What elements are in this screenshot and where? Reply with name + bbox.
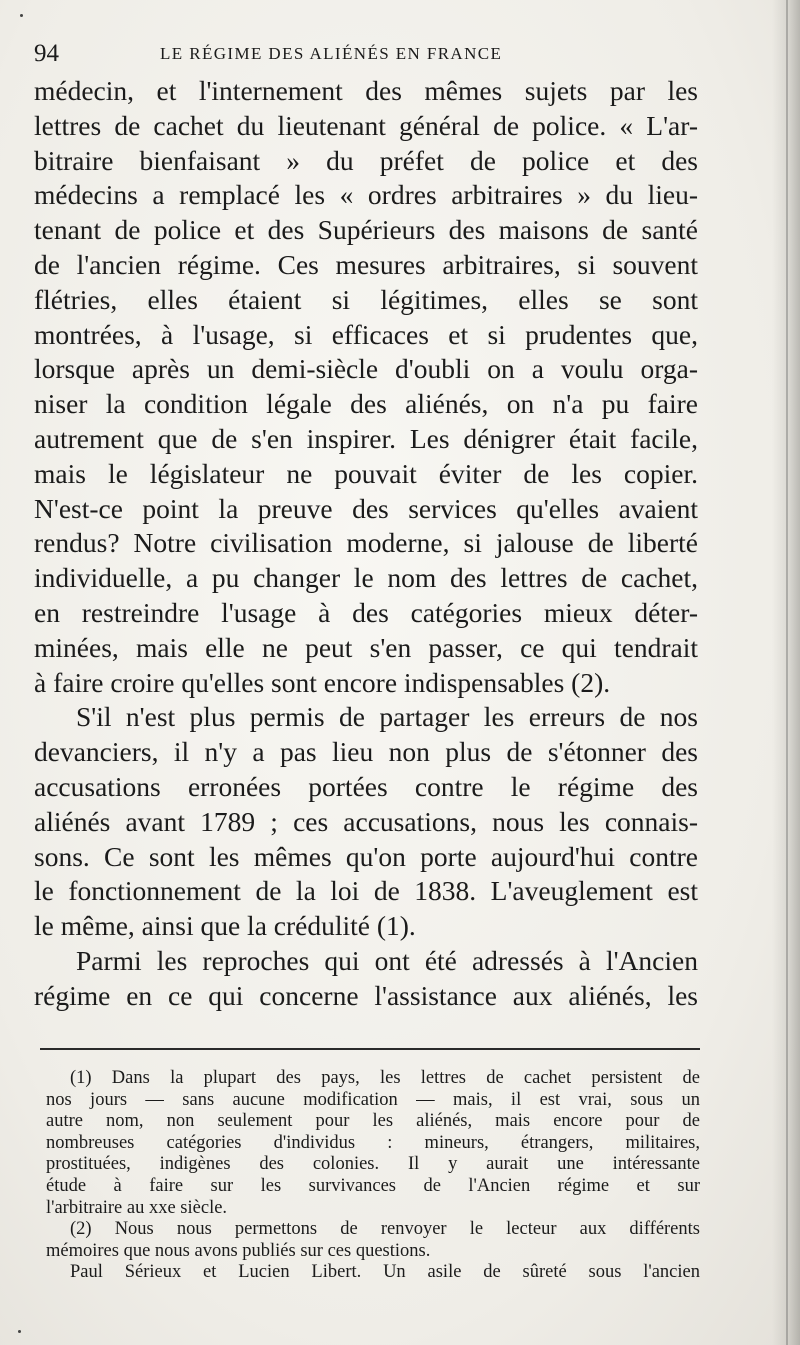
body-line: lorsque après un demi-siècle d'oubli on a voulu orga- [34,353,698,385]
body-line: devanciers, il n'y a pas lieu non plus de s'étonner des [34,736,698,768]
page-number: 94 [34,40,59,67]
footnote-line: autre nom, non seulement pour les aliénés, mais encore pour de [46,1111,700,1132]
footnotes [46,1068,700,1284]
body-line: à faire croire qu'elles sont encore indispensables (2). [34,666,611,698]
body-line: flétries, elles étaient si légitimes, elles se sont [34,283,698,315]
body-line: régime en ce qui concerne l'assistance aux aliénés, les [34,979,698,1011]
page-edge-shadow [772,0,800,1345]
body-line: montrées, à l'usage, si efficaces et si prudentes que, [34,318,698,350]
body-line: rendus? Notre civilisation moderne, si jalouse de liberté [34,527,698,559]
body-line: tenant de police et des Supérieurs des maisons de santé [34,214,698,246]
footnote-line: (1) Dans la plupart des pays, les lettres de cachet persistent de [70,1068,700,1088]
footnote-line: nos jours — sans aucune modification — mais, il est vrai, sous un [46,1089,700,1110]
body-line: médecin, et l'internement des mêmes sujets par les [34,75,698,106]
body-line: lettres de cachet du lieutenant général de police. « L'ar- [34,109,698,141]
footnote-line: (2) Nous nous permettons de renvoyer le lecteur aux différents [70,1219,700,1240]
body-line: Parmi les reproches qui ont été adressés à l'Ancien [76,944,698,976]
footnote-line: nombreuses catégories d'individus : mineurs, étrangers, militaires, [46,1132,700,1153]
body-text [34,74,698,1014]
body-line: accusations erronées portées contre le régime des [34,770,698,802]
body-line: mais le législateur ne pouvait éviter de les copier. [34,457,698,489]
body-line: médecins a remplacé les « ordres arbitraires » du lieu- [34,179,698,211]
body-line: en restreindre l'usage à des catégories mieux déter- [34,596,698,628]
print-speck [18,1330,21,1333]
body-line: autrement que de s'en inspirer. Les dénigrer était facile, [34,422,698,454]
body-line: aliénés avant 1789 ; ces accusations, nous les connais- [34,805,698,837]
body-line: N'est-ce point la preuve des services qu'elles avaient [34,492,698,524]
body-line: de l'ancien régime. Ces mesures arbitraires, si souvent [34,248,698,280]
footnote-line: mémoires que nous avons publiés sur ces questions. [46,1240,431,1261]
body-line: S'il n'est plus permis de partager les erreurs de nos [76,701,698,733]
footnote-line: étude à faire sur les survivances de l'Ancien régime et sur [46,1175,700,1196]
body-line: bitraire bienfaisant » du préfet de police et des [34,144,698,176]
print-speck [20,14,23,17]
running-head: LE RÉGIME DES ALIÉNÉS EN FRANCE [160,44,503,63]
body-line: sons. Ce sont les mêmes qu'on porte aujourd'hui contre [34,840,698,872]
footnote-rule [40,1048,700,1050]
body-line: le fonctionnement de la loi de 1838. L'aveuglement est [34,875,698,907]
footnote-line: prostituées, indigènes des colonies. Il y aurait une intéressante [46,1154,700,1175]
footnote-line: l'arbitraire au xxe siècle. [46,1197,228,1218]
footnote-line: Paul Sérieux et Lucien Libert. Un asile de sûreté sous l'ancien [70,1262,700,1283]
body-line: minées, mais elle ne peut s'en passer, ce qui tendrait [34,631,698,663]
body-line: niser la condition légale des aliénés, on n'a pu faire [34,388,698,420]
page-header [34,36,698,70]
body-line: individuelle, a pu changer le nom des lettres de cachet, [34,562,698,594]
body-line: le même, ainsi que la crédulité (1). [34,910,416,942]
